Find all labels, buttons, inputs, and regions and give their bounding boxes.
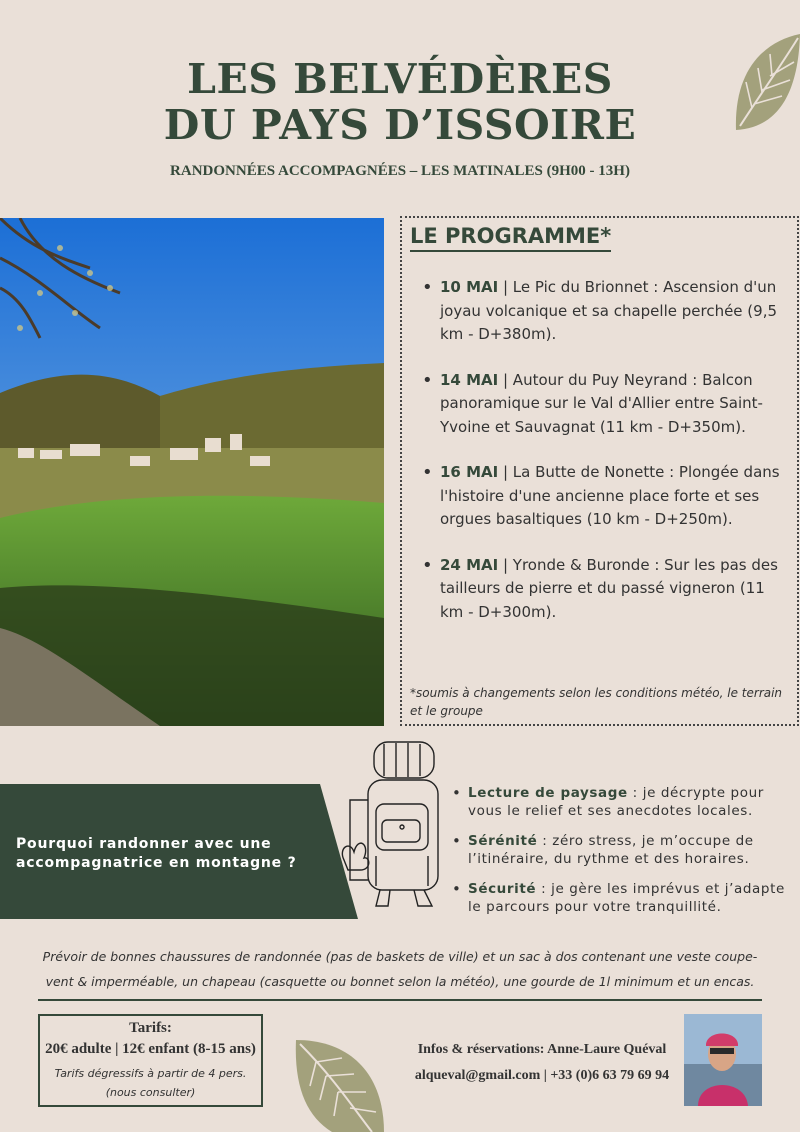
tarifs-consult-text: (nous consulter) (105, 1086, 196, 1099)
program-box (400, 216, 799, 726)
program-footnote: *soumis à changements selon les conditions météo, le terrain et le groupe (410, 686, 783, 718)
equipment-note: Prévoir de bonnes chaussures de randonnée (pas de baskets de ville) et un sac à dos contenant une veste coupe-vent & imperméable, un chapeau (casquette ou bonnet selon la météo), une gourde de 1l minimum et un encas. (42, 949, 758, 989)
title-line-1: LES BELVÉDÈRES (187, 55, 613, 103)
backpack-icon (340, 740, 444, 910)
program-description: | Autour du Puy Neyrand : Balcon panoramique sur le Val d'Allier entre Saint-Yvoine et Sauvagnat (11 km - D+350m). (440, 370, 763, 436)
page-title (0, 56, 800, 148)
benefit-description: : je décrypte pour vous le relief et ses anecdotes locales. (468, 785, 764, 819)
program-heading: LE PROGRAMME* (410, 224, 611, 252)
benefit-description: : zéro stress, je m’occupe de l’itinéraire, du rythme et des horaires. (468, 833, 754, 867)
program-description: | La Butte de Nonette : Plongée dans l'histoire d'une ancienne place forte et ses orgues basaltiques (10 km - D+250m). (440, 463, 780, 528)
program-date: 24 MAI (440, 555, 499, 574)
tarifs-prices: 20€ adulte | 12€ enfant (8-15 ans) (45, 1041, 256, 1057)
guide-portrait (684, 1014, 762, 1106)
program-description: | Yronde & Buronde : Sur les pas des tailleurs de pierre et du passé vigneron (11 km - D+300m). (440, 555, 778, 621)
program-date: 10 MAI (440, 278, 499, 296)
tarifs-discount-text: Tarifs dégressifs à partir de 4 pers. (54, 1067, 247, 1080)
landscape-photo (0, 218, 384, 726)
contact-name: Infos & réservations: Anne-Laure Quéval (417, 1042, 667, 1057)
program-item (420, 276, 792, 347)
benefits-list (450, 784, 795, 928)
subtitle: RANDONNÉES ACCOMPAGNÉES – LES MATINALES (9H00 - 13H) (170, 163, 630, 179)
benefit-description: : je gère les imprévus et j’adapte le parcours pour votre tranquillité. (468, 881, 785, 915)
program-item (420, 461, 792, 532)
program-item (420, 554, 792, 625)
benefit-label: Sécurité (468, 881, 537, 897)
benefit-label: Lecture de paysage (468, 785, 628, 801)
why-question: Pourquoi randonner avec une accompagnatrice en montagne ? (16, 836, 297, 871)
program-item (420, 369, 792, 440)
program-date: 14 MAI (440, 370, 499, 389)
program-date: 16 MAI (440, 463, 499, 481)
tarifs-title: Tarifs: (129, 1020, 172, 1036)
tarifs-box (38, 1014, 263, 1107)
title-line-2: DU PAYS D’ISSOIRE (163, 101, 637, 149)
program-list (420, 276, 792, 646)
tarifs-discount (40, 1064, 261, 1102)
divider (38, 999, 762, 1001)
program-description: | Le Pic du Brionnet : Ascension d'un joyau volcanique et sa chapelle perchée (9,5 km - D+380m). (440, 278, 778, 343)
leaf-icon (292, 1036, 388, 1132)
leaf-icon (732, 32, 800, 132)
benefit-item (450, 784, 795, 820)
benefit-label: Sérénité (468, 833, 538, 849)
benefit-item (450, 880, 795, 916)
contact-details[interactable]: alqueval@gmail.com | +33 (0)6 63 79 69 94 (414, 1068, 670, 1083)
benefit-item (450, 832, 795, 868)
contact-info (394, 1037, 690, 1089)
